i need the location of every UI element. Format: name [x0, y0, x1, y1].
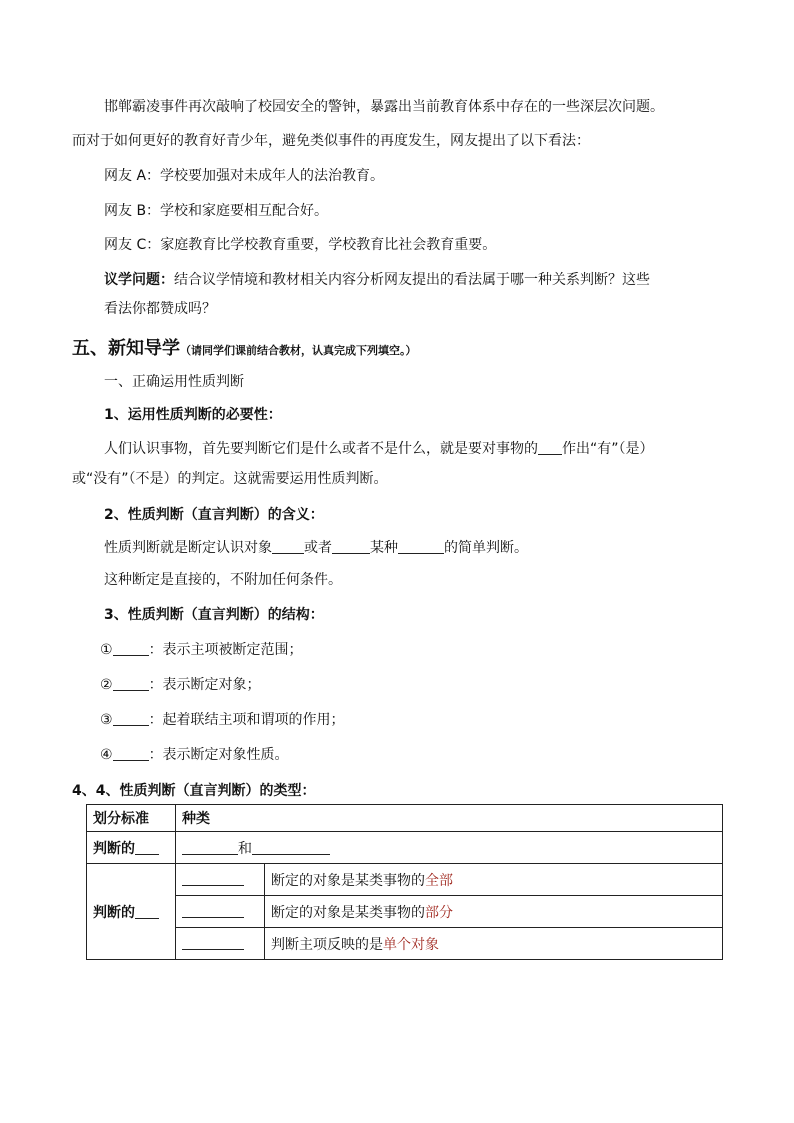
s1-text-b: 作出“有”（是）	[562, 441, 654, 457]
row-label-text: 判断的	[93, 904, 135, 921]
structure-num: ③	[100, 712, 113, 728]
discussion-question	[104, 270, 650, 290]
part-1-title: 一、正确运用性质判断	[104, 374, 244, 390]
discussion-question-cont: 看法你都赞成吗？	[104, 301, 216, 317]
row-desc-highlight: 部分	[425, 904, 453, 921]
table-row	[87, 864, 723, 896]
table-header-row	[87, 805, 723, 832]
structure-item-3	[100, 710, 345, 730]
blank-field[interactable]	[135, 904, 159, 919]
section-5-title: 五、新知导学	[72, 338, 180, 359]
table-header-standard: 划分标准	[87, 805, 176, 832]
row-desc: 判断主项反映的是	[271, 936, 383, 953]
blank-field[interactable]	[182, 903, 244, 918]
question-text: 结合议学情境和教材相关内容分析网友提出的看法属于哪一种关系判断？这些	[174, 272, 650, 288]
and-text: 和	[238, 840, 252, 857]
table-cell	[176, 832, 723, 864]
structure-text: ：表示断定对象性质。	[148, 747, 289, 763]
blank-field[interactable]	[135, 840, 159, 855]
blank-field[interactable]	[252, 840, 330, 855]
table-cell-blank	[176, 864, 265, 896]
opinion-a: 网友 A：学校要加强对未成年人的法治教育。	[104, 168, 385, 184]
row-desc: 断定的对象是某类事物的	[271, 872, 425, 889]
opinion-c: 网友 C：家庭教育比学校教育重要，学校教育比社会教育重要。	[104, 237, 497, 253]
blank-field[interactable]	[113, 711, 149, 726]
s1-text	[104, 439, 654, 459]
s2-text	[104, 538, 528, 558]
table-header-types: 种类	[176, 805, 723, 832]
table-row	[87, 928, 723, 960]
s2-note: 这种断定是直接的，不附加任何条件。	[104, 572, 342, 588]
table-row	[87, 832, 723, 864]
table-row-label	[87, 832, 176, 864]
s3-title: 3、性质判断（直言判断）的结构：	[104, 607, 324, 623]
structure-item-4	[100, 745, 289, 765]
table-cell-blank	[176, 928, 265, 960]
table-cell	[265, 928, 723, 960]
blank-field[interactable]	[272, 539, 304, 554]
s2-text-a: 性质判断就是断定认识对象	[104, 540, 272, 556]
s2-text-d: 的简单判断。	[444, 540, 528, 556]
blank-field[interactable]	[398, 539, 444, 554]
section-5-note: （请同学们课前结合教材，认真完成下列填空。）	[180, 344, 417, 357]
blank-field[interactable]	[182, 871, 244, 886]
row-label-text: 判断的	[93, 840, 135, 857]
table-cell-blank	[176, 896, 265, 928]
question-label: 议学问题：	[104, 272, 174, 288]
s2-text-c: 某种	[370, 540, 398, 556]
table-row	[87, 896, 723, 928]
judgment-types-table	[86, 804, 723, 960]
structure-text: ：表示断定对象；	[148, 677, 261, 693]
row-desc-highlight: 单个对象	[383, 936, 439, 953]
row-desc-highlight: 全部	[425, 872, 453, 889]
s2-text-b: 或者	[304, 540, 332, 556]
structure-item-1	[100, 640, 303, 660]
blank-field[interactable]	[538, 440, 562, 455]
table-row-label	[87, 864, 176, 960]
structure-text: ：起着联结主项和谓项的作用；	[148, 712, 345, 728]
blank-field[interactable]	[332, 539, 370, 554]
row-desc: 断定的对象是某类事物的	[271, 904, 425, 921]
structure-num: ①	[100, 642, 113, 658]
structure-num: ②	[100, 677, 113, 693]
structure-item-2	[100, 675, 261, 695]
blank-field[interactable]	[182, 935, 244, 950]
structure-text: ：表示主项被断定范围；	[148, 642, 303, 658]
s1-text-cont: 或“没有”（不是）的判定。这就需要运用性质判断。	[72, 471, 388, 487]
opinion-b: 网友 B：学校和家庭要相互配合好。	[104, 203, 329, 219]
blank-field[interactable]	[182, 840, 238, 855]
s4-title: 4、4、性质判断（直言判断）的类型：	[72, 783, 316, 799]
table-cell	[265, 864, 723, 896]
blank-field[interactable]	[113, 676, 149, 691]
table-cell	[265, 896, 723, 928]
s1-text-a: 人们认识事物，首先要判断它们是什么或者不是什么，就是要对事物的	[104, 441, 538, 457]
blank-field[interactable]	[113, 641, 149, 656]
s2-title: 2、性质判断（直言判断）的含义：	[104, 507, 324, 523]
section-5-heading	[72, 337, 417, 363]
structure-num: ④	[100, 747, 113, 763]
intro-paragraph-1: 邯郸霸凌事件再次敲响了校园安全的警钟，暴露出当前教育体系中存在的一些深层次问题。	[104, 99, 664, 115]
s1-title: 1、运用性质判断的必要性：	[104, 407, 282, 423]
intro-paragraph-2: 而对于如何更好的教育好青少年，避免类似事件的再度发生，网友提出了以下看法：	[72, 133, 590, 149]
blank-field[interactable]	[113, 746, 149, 761]
